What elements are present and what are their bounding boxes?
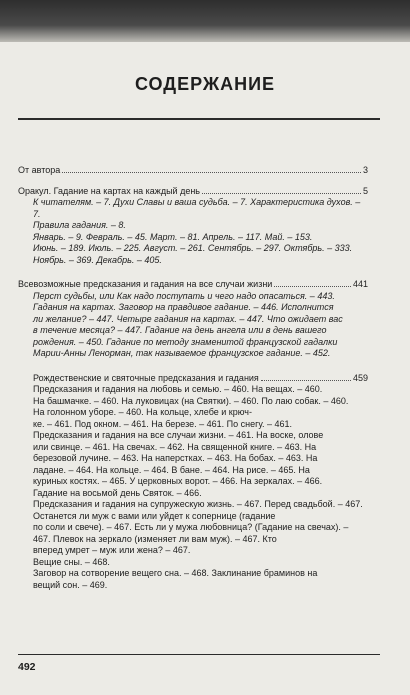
toc-entry-oracle [18,186,368,198]
toc-line: куриных костях. – 465. У церковных ворот. – 466. На зеркалах. – 466. [33,476,323,486]
toc-line: Перст судьбы, или Как надо поступать и чего надо опасаться. – 443. [33,290,335,301]
toc-line: рождения. – 450. Гадание по методу знаменитой французской гадалки [33,336,338,347]
toc-line: Январь. – 9. Февраль. – 45. Март. – 81. Апрель. – 117. Май. – 153. [33,231,313,242]
toc-line: Марии-Анны Ленорман, так называемое французское гадание. – 452. [33,348,331,358]
table-of-contents [18,165,368,591]
leader-dots [261,380,351,381]
toc-label: Оракул. Гадание на картах на каждый день [18,185,200,196]
toc-line: Гадания на картах. Заговор на правдивое гадание. – 446. Исполнится [33,302,334,312]
toc-label: Всевозможные предсказания и гадания на все случаи жизни [18,279,273,289]
toc-label: Рождественские и святочные предсказания и гадания [33,372,259,383]
toc-sub-predictions [18,291,368,360]
toc-line: К читателям. – 7. Духи Славы и ваша судьба. – 7. Характеристика духов. – 7. [33,197,361,219]
page-title: СОДЕРЖАНИЕ [134,74,276,94]
toc-line: ладане. – 464. На кольце. – 464. В бане. – 464. На рисе. – 465. На [33,464,310,475]
toc-sub-christmas-marriage [18,499,368,557]
toc-line: Предсказания и гадания на любовь и семью. – 460. На вещах. – 460. [33,384,323,394]
top-rule [18,118,380,120]
bottom-rule [18,654,380,655]
toc-line: или свинце. – 461. На свечах. – 462. На священной книге. – 463. На [33,441,317,452]
toc-line: Предсказания и гадания на все случаи жизни. – 461. На воске, олове [33,430,324,440]
toc-page: 5 [362,185,368,196]
toc-line: березовой лучине. – 463. На наперстках. – 463. На бобах. – 463. На [33,453,318,463]
toc-page: 3 [362,165,368,175]
toc-entry-christmas [18,373,368,385]
toc-entry-dreams [18,557,368,569]
toc-sub-christmas-love [18,384,368,430]
toc-page: 459 [352,372,368,383]
toc-line: На башмачке. – 460. На луковицах (на Святки). – 460. По лаю собак. – 460. [33,395,349,406]
toc-line: ли желание? – 447. Четыре гадания на картах. – 447. Что ожидает вас [33,313,343,324]
toc-entry-author [18,165,368,177]
toc-line: по соли и свече). – 467. Есть ли у мужа любовница? (Гадание на свечах). – 467. Плевок на зеркало (изменяет ли вам муж). – 467. Кто [33,522,349,544]
toc-line: На голонном уборе. – 460. На кольце, хлебе и крюч- [33,407,252,417]
toc-line: Гадание на восьмой день Святок. – 466. [33,487,202,498]
toc-label: От автора [18,165,61,175]
toc-line: вещий сон. – 469. [33,579,108,590]
page-number: 492 [18,661,36,673]
leader-dots [62,172,361,173]
toc-line: вперед умрет – муж или жена? – 467. [33,545,191,555]
toc-entry-predictions [18,279,368,291]
page-shadow [0,0,410,42]
leader-dots [274,286,351,287]
toc-line: Предсказания и гадания на супружескую жизнь. – 467. Перед свадьбой. – 467. Останется ли муж с вами или уйдет к сопернице (гадание [33,499,363,521]
toc-line: в течение месяца? – 447. Гадание на день ангела или в день вашего [33,325,327,335]
toc-sub-christmas-all [18,430,368,499]
toc-line: ке. – 461. Под окном. – 461. На березе. – 461. По снегу. – 461. [33,418,293,429]
toc-page: 441 [352,279,368,289]
toc-sub-dreams [18,568,368,591]
toc-label: Вещие сны. – 468. [33,556,110,567]
toc-line: Заговор на сотворение вещего сна. – 468. Заклинание браминов на [33,568,318,578]
toc-sub-oracle [18,197,368,266]
leader-dots [202,193,361,194]
toc-line: Июнь. – 189. Июль. – 225. Август. – 261. Сентябрь. – 297. Октябрь. – 333. [33,243,353,253]
toc-line: Ноябрь. – 369. Декабрь. – 405. [33,254,162,265]
toc-line: Правила гадания. – 8. [33,220,126,230]
